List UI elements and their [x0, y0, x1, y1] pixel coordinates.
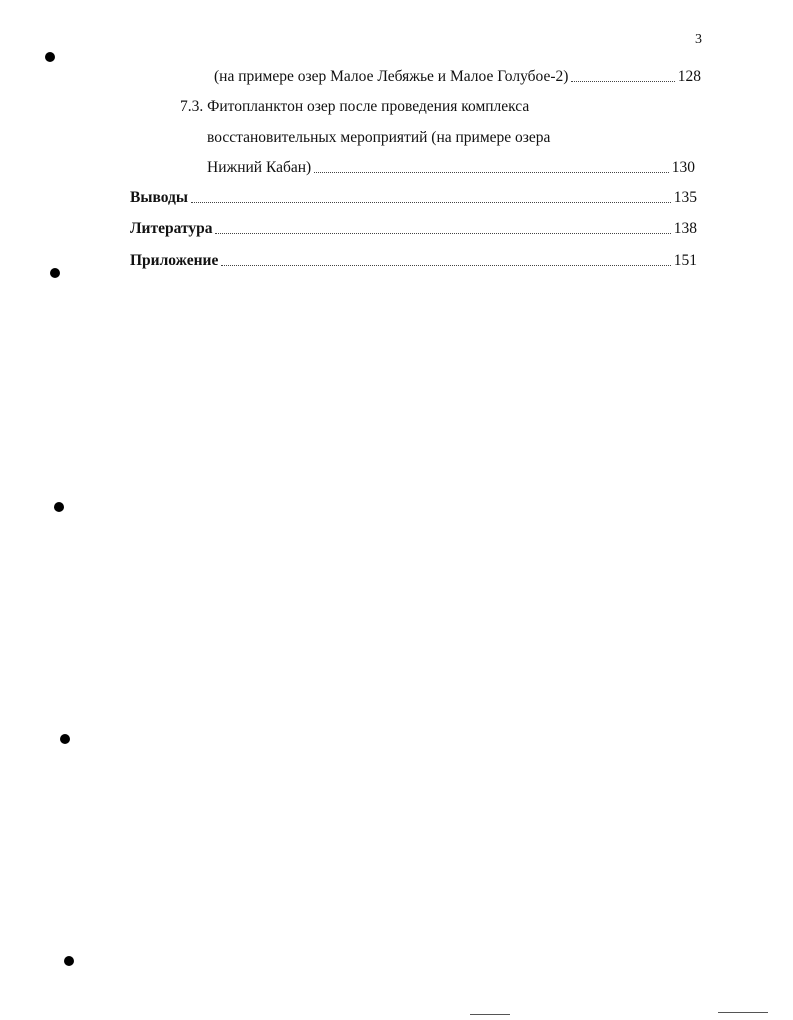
scan-speck: [718, 1012, 768, 1013]
toc-entry-text: Выводы: [130, 189, 188, 206]
scan-speck: [470, 1014, 510, 1015]
toc-entry-text: Литература: [130, 220, 213, 237]
toc-entry-text: Приложение: [130, 252, 219, 269]
toc-entry-7-3-line-c: [207, 158, 695, 178]
toc-entry-appendix: [130, 251, 697, 271]
punch-hole-5: [64, 956, 74, 966]
punch-hole-4: [60, 734, 70, 744]
toc-entry-7-3-line-a: 7.3. Фитопланктон озер после проведения комплекса: [180, 98, 530, 115]
dot-leader: [221, 265, 670, 266]
toc-entry-lakes-example: [214, 67, 701, 87]
toc-entry-page: 138: [673, 220, 697, 237]
dot-leader: [215, 233, 670, 234]
dot-leader: [571, 81, 674, 82]
dot-leader: [191, 202, 671, 203]
punch-hole-3: [54, 502, 64, 512]
punch-hole-2: [50, 268, 60, 278]
punch-hole-1: [45, 52, 55, 62]
toc-entry-7-3-line-b: восстановительных мероприятий (на примере озера: [207, 129, 551, 146]
page-number: 3: [695, 32, 702, 47]
toc-entry-literature: [130, 219, 697, 239]
toc-entry-text: (на примере озер Малое Лебяжье и Малое Голубое-2): [214, 68, 569, 85]
toc-entry-page: 130: [671, 159, 695, 176]
toc-entry-page: 135: [673, 189, 697, 206]
toc-entry-conclusions: [130, 188, 697, 208]
dot-leader: [314, 172, 669, 173]
toc-entry-page: 151: [673, 252, 697, 269]
toc-entry-text: Нижний Кабан): [207, 159, 312, 176]
toc-entry-page: 128: [677, 68, 701, 85]
